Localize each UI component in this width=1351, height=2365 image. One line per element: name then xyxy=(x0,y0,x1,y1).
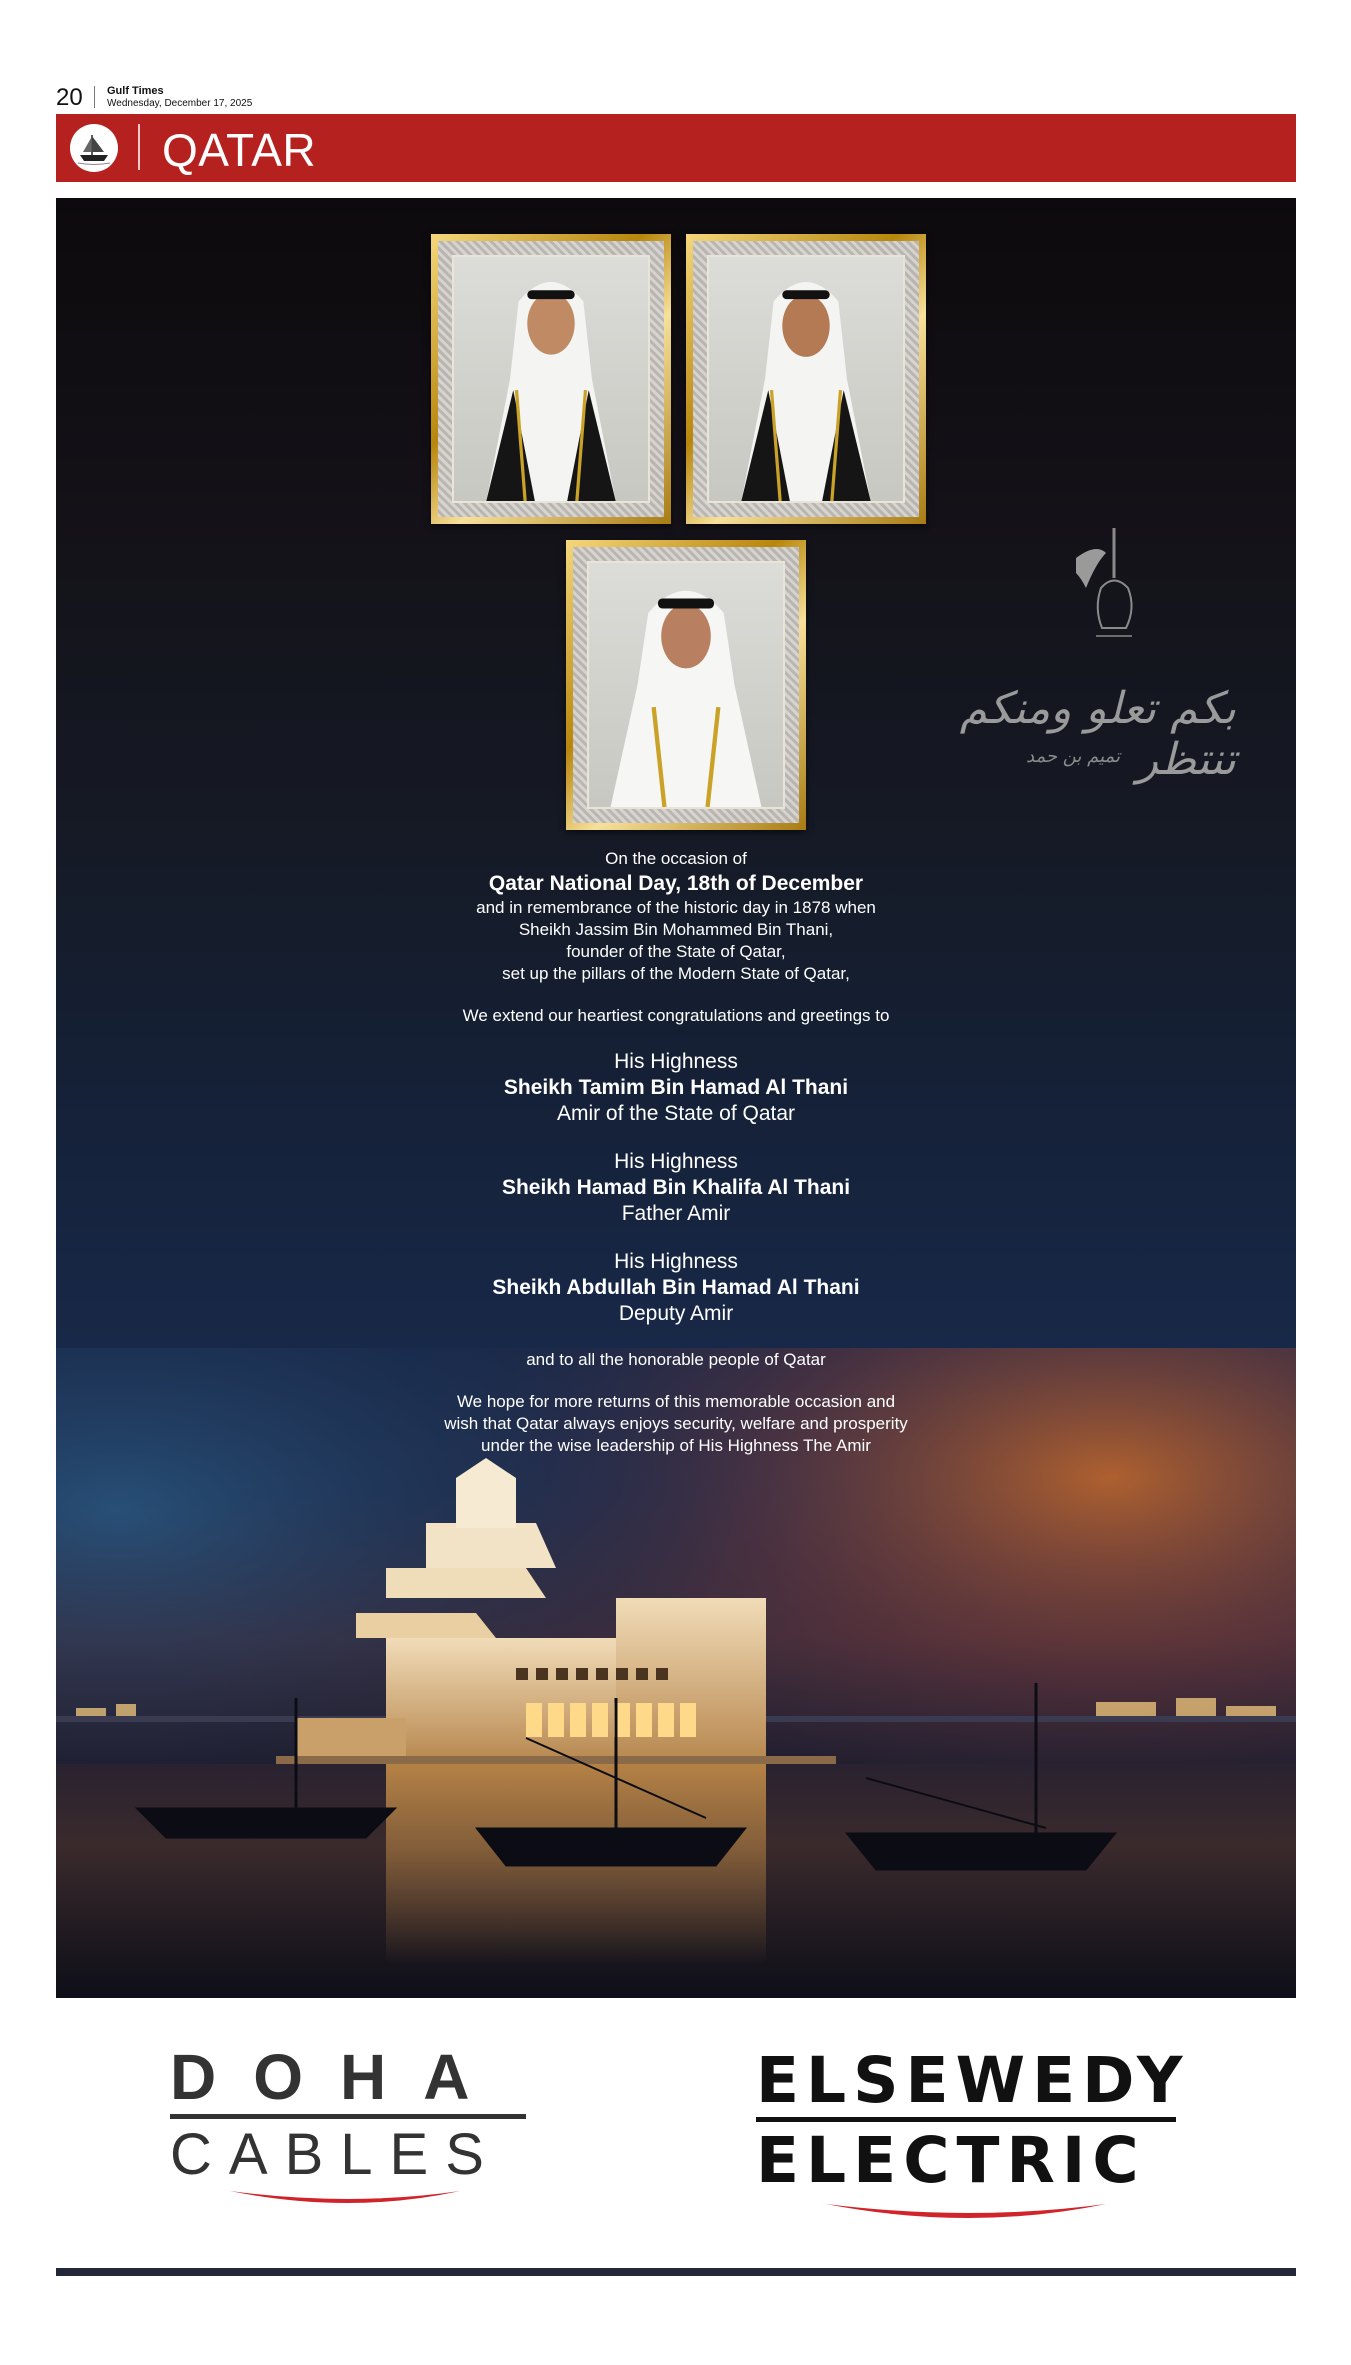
page-number: 20 xyxy=(56,84,83,111)
occasion-title: Qatar National Day, 18th of December xyxy=(488,872,864,895)
portrait-amir xyxy=(452,255,650,503)
elsewedy-line2: ELECTRIC xyxy=(756,2124,1146,2197)
portrait-frame-father-amir xyxy=(686,234,926,524)
doha-cables-line1: DOHA xyxy=(170,2041,507,2113)
people-line: and to all the honorable people of Qatar xyxy=(526,1350,826,1369)
doha-cables-logo xyxy=(170,2041,530,2220)
remembrance-line: set up the pillars of the Modern State of Qatar, xyxy=(502,964,850,983)
dignitary-honorific: His Highness xyxy=(614,1250,738,1273)
dignitary-honorific: His Highness xyxy=(614,1150,738,1173)
publication-name: Gulf Times xyxy=(107,85,164,97)
dignitary-name: Sheikh Abdullah Bin Hamad Al Thani xyxy=(492,1276,860,1299)
dignitary-title: Father Amir xyxy=(621,1202,731,1225)
closing-line: We hope for more returns of this memorable occasion and xyxy=(456,1392,896,1411)
greeting-line: We extend our heartiest congratulations and greetings to xyxy=(462,1006,890,1025)
remembrance-line: and in remembrance of the historic day in 1878 when xyxy=(476,898,876,917)
portrait-frame-amir xyxy=(431,234,671,524)
remembrance-line: founder of the State of Qatar, xyxy=(566,942,786,961)
portrait-deputy-amir xyxy=(587,561,785,809)
dignitary-title: Deputy Amir xyxy=(618,1302,734,1325)
doha-cables-rule xyxy=(170,2114,526,2119)
elsewedy-rule xyxy=(756,2117,1176,2122)
publication-date: Wednesday, December 17, 2025 xyxy=(107,98,253,109)
section-bar xyxy=(56,114,1296,182)
portrait-frame-deputy-amir xyxy=(566,540,806,830)
calligraphy-motto: بكم تعلو ومنكم تنتظر xyxy=(959,683,1236,785)
elsewedy-line1: ELSEWEDY xyxy=(756,2044,1190,2117)
elsewedy-swoosh-icon xyxy=(756,2196,1196,2230)
dignitary-name: Sheikh Hamad Bin Khalifa Al Thani xyxy=(501,1176,851,1199)
closing-line: wish that Qatar always enjoys security, welfare and prosperity xyxy=(444,1414,908,1433)
national-day-advert xyxy=(56,198,1296,1998)
doha-cables-swoosh-icon xyxy=(170,2185,530,2215)
elsewedy-electric-logo xyxy=(756,2046,1196,2235)
dhow-logo-icon xyxy=(70,124,118,172)
dignitary-name: Sheikh Tamim Bin Hamad Al Thani xyxy=(503,1076,849,1099)
remembrance-line: Sheikh Jassim Bin Mohammed Bin Thani, xyxy=(518,920,834,939)
portrait-father-amir xyxy=(707,255,905,503)
dignitary-title: Amir of the State of Qatar xyxy=(556,1102,796,1125)
sponsor-band xyxy=(56,1998,1296,2270)
calligraphy-emblem xyxy=(906,518,1236,785)
national-emblem-icon xyxy=(1056,518,1176,658)
closing-line: under the wise leadership of His Highness The Amir xyxy=(481,1436,871,1455)
dignitary-honorific: His Highness xyxy=(614,1050,738,1073)
doha-cables-line2: CABLES xyxy=(170,2122,501,2187)
section-title: QATAR xyxy=(162,124,317,176)
header-divider xyxy=(94,86,95,108)
greeting-message xyxy=(56,848,1296,1457)
calligraphy-signature: تميم بن حمد xyxy=(1026,746,1120,767)
occasion-intro: On the occasion of xyxy=(605,849,747,868)
museum-harbour-scene xyxy=(56,1398,1296,1998)
bottom-rule xyxy=(56,2268,1296,2276)
section-divider xyxy=(138,124,140,170)
